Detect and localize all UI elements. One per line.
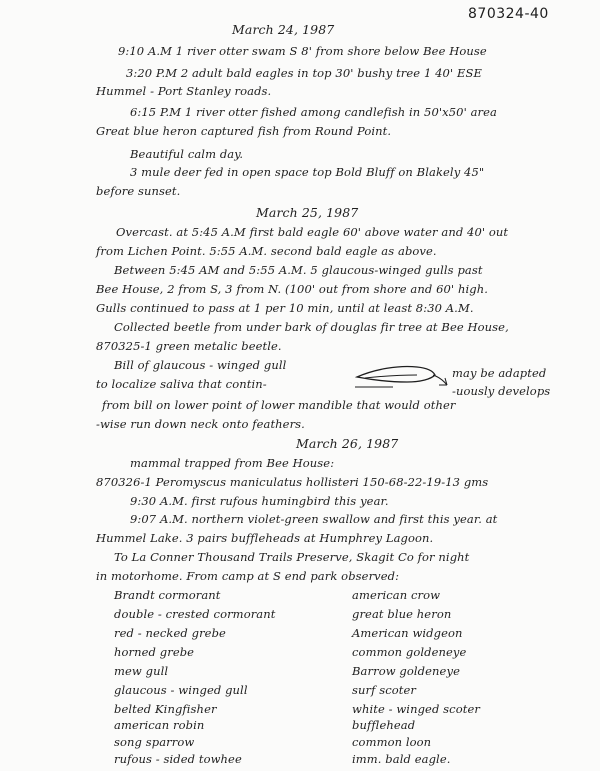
- entry-line: Bill of glaucous - winged gull: [114, 358, 287, 372]
- bird-list-item: Brandt cormorant: [114, 588, 221, 602]
- entry-line: Between 5:45 AM and 5:55 A.M. 5 glaucous-winged gulls past: [114, 263, 483, 277]
- entry-line: 3 mule deer fed in open space top Bold Bluff on Blakely 45": [130, 165, 485, 179]
- bird-list-item: great blue heron: [352, 607, 452, 621]
- entry-line: Hummel Lake. 3 pairs buffleheads at Humphrey Lagoon.: [96, 531, 434, 545]
- bird-list-item: Barrow goldeneye: [352, 664, 460, 678]
- entry-line: 9:10 A.M 1 river otter swam S 8' from shore below Bee House: [118, 44, 487, 58]
- entry-line: to localize saliva that contin-: [96, 377, 267, 391]
- bird-list-item: white - winged scoter: [352, 702, 480, 716]
- entry-line: from bill on lower point of lower mandible that would other: [102, 398, 456, 412]
- bird-list-item: american crow: [352, 588, 441, 602]
- entry-line: Beautiful calm day.: [130, 147, 244, 161]
- entry-line: -wise run down neck onto feathers.: [96, 417, 305, 431]
- bird-list-item: bufflehead: [352, 718, 416, 732]
- entry-line: 9:30 A.M. first rufous humingbird this year.: [130, 494, 389, 508]
- entry-line: Hummel - Port Stanley roads.: [96, 84, 272, 98]
- bird-list-item: american robin: [114, 718, 205, 732]
- bird-list-item: American widgeon: [352, 626, 463, 640]
- bird-list-item: red - necked grebe: [114, 626, 226, 640]
- entry-line: Overcast. at 5:45 A.M first bald eagle 60' above water and 40' out: [116, 225, 509, 239]
- entry-line: 870325-1 green metalic beetle.: [96, 339, 282, 353]
- entry-line: may be adapted: [452, 366, 547, 380]
- entry-line: 6:15 P.M 1 river otter fished among candlefish in 50'x50' area: [130, 105, 498, 119]
- entry-date: March 26, 1987: [296, 436, 399, 451]
- entry-line: To La Conner Thousand Trails Preserve, Skagit Co for night: [114, 550, 470, 564]
- entry-line: 870326-1 Peromyscus maniculatus hollisteri 150-68-22-19-13 gms: [96, 475, 489, 489]
- entry-line: mammal trapped from Bee House:: [130, 456, 335, 470]
- bird-list-item: common goldeneye: [352, 645, 467, 659]
- bird-list-item: common loon: [352, 735, 432, 749]
- bird-list-item: double - crested cormorant: [114, 607, 276, 621]
- entry-line: Bee House, 2 from S, 3 from N. (100' out from shore and 60' high.: [96, 282, 488, 296]
- entry-date: March 25, 1987: [256, 205, 359, 220]
- entry-line: 3:20 P.M 2 adult bald eagles in top 30' bushy tree 1 40' ESE: [126, 66, 482, 80]
- bird-list-item: surf scoter: [352, 683, 417, 697]
- entry-line: Collected beetle from under bark of douglas fir tree at Bee House,: [114, 320, 509, 334]
- entry-line: from Lichen Point. 5:55 A.M. second bald eagle as above.: [96, 244, 437, 258]
- entry-line: 9:07 A.M. northern violet-green swallow and first this year. at: [130, 512, 498, 526]
- entry-line: Gulls continued to pass at 1 per 10 min, until at least 8:30 A.M.: [96, 301, 474, 315]
- document-id: 870324-40: [468, 6, 549, 22]
- bird-list-item: belted Kingfisher: [114, 702, 217, 716]
- bird-list-item: horned grebe: [114, 645, 195, 659]
- entry-date: March 24, 1987: [232, 22, 335, 37]
- bird-list-item: rufous - sided towhee: [114, 752, 242, 766]
- entry-line: in motorhome. From camp at S end park observed:: [96, 569, 400, 583]
- bird-list-item: mew gull: [114, 664, 169, 678]
- bird-list-item: glaucous - winged gull: [114, 683, 248, 697]
- bird-list-item: imm. bald eagle.: [352, 752, 451, 766]
- entry-line: -uously develops: [452, 384, 551, 398]
- entry-line: Great blue heron captured fish from Round Point.: [96, 124, 392, 138]
- bird-list-item: song sparrow: [114, 735, 195, 749]
- entry-line: before sunset.: [96, 184, 181, 198]
- gull-bill-sketch: [355, 355, 455, 399]
